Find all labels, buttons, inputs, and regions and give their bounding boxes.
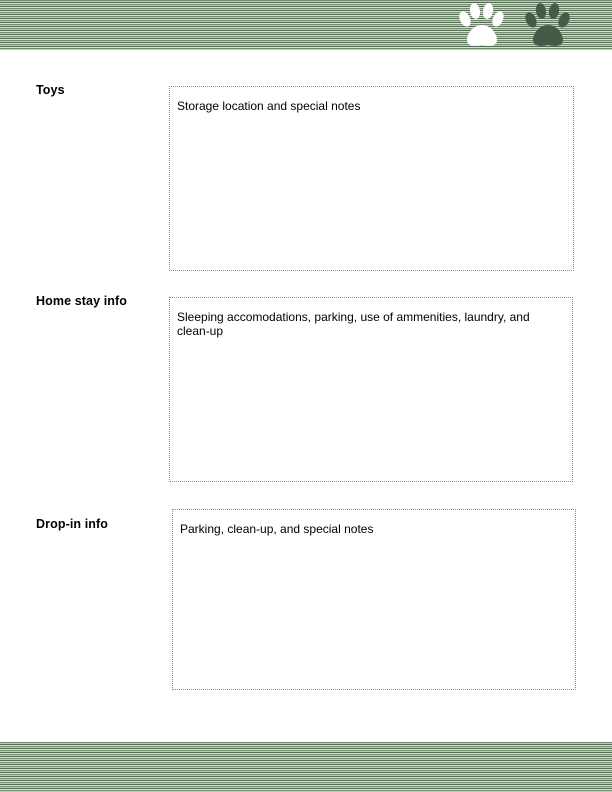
section-label-toys: Toys [36, 83, 65, 97]
notes-prompt-drop-in: Parking, clean-up, and special notes [180, 522, 374, 536]
notes-box-toys[interactable] [169, 86, 574, 271]
paw-print-dark-icon [521, 3, 575, 49]
section-label-drop-in: Drop-in info [36, 517, 109, 531]
footer-stripe-band [0, 742, 612, 792]
notes-prompt-home-stay: Sleeping accomodations, parking, use of ammenities, laundry, and clean-up [177, 310, 530, 338]
notes-box-home-stay[interactable] [169, 297, 573, 482]
notes-prompt-toys: Storage location and special notes [177, 99, 361, 113]
paw-print-white-icon [455, 3, 509, 49]
notes-box-drop-in[interactable] [172, 509, 576, 690]
section-label-home-stay: Home stay info [36, 294, 127, 308]
